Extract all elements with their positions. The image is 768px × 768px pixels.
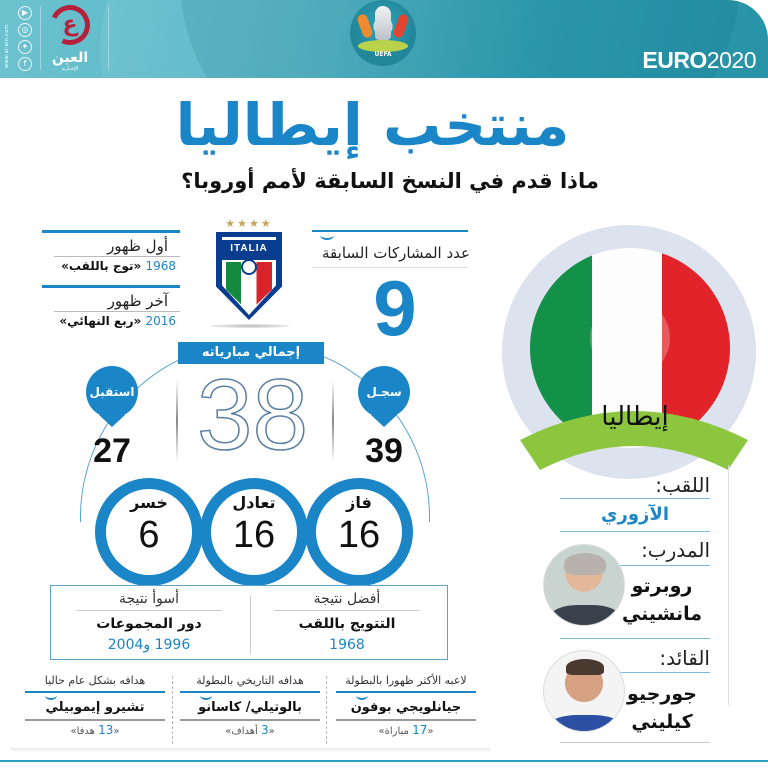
worst-result-value: دور المجموعات (96, 616, 202, 632)
won-ring (305, 478, 413, 586)
divider (332, 380, 334, 462)
goals-scored-count: 39 (365, 432, 403, 470)
divider (560, 498, 710, 499)
quote-close: » (70, 726, 77, 737)
quote-open: « (427, 726, 434, 737)
website-url: www.al-ain.com (4, 24, 10, 68)
uefa-label: UEFA (374, 51, 392, 58)
twitter-icon[interactable]: ✦ (18, 40, 32, 54)
stat-unit: مباراة (384, 726, 409, 737)
drawn-count: 16 (232, 514, 276, 556)
euro2020-wordmark (642, 47, 756, 74)
most-appearances-stat (336, 673, 476, 741)
historic-scorer-stat (180, 673, 320, 741)
goals-conceded-count: 27 (93, 432, 131, 470)
participations-count: 9 (373, 264, 417, 352)
stars-icon: ★★★★ (225, 217, 273, 230)
last-appearance-label: آخر ظهور (107, 292, 168, 310)
lost-label: خسر (130, 493, 168, 512)
stat-value: جيانلويجي بوفون (336, 697, 476, 721)
divider (176, 380, 178, 462)
best-result (262, 588, 432, 655)
quote-close: » (378, 726, 385, 737)
crest-emblem-icon (241, 259, 257, 275)
first-appearance-year: 1968 (145, 259, 176, 273)
social-links (18, 6, 34, 71)
stat-label: هدافه بشكل عام حاليا (44, 674, 146, 687)
drawn-ring (200, 478, 308, 586)
stat-unit: أهداف (231, 726, 258, 737)
section-rule (336, 691, 476, 693)
youtube-icon[interactable]: ▶ (18, 6, 32, 20)
section-rule (180, 691, 320, 693)
first-appearance-label: أول ظهور (107, 237, 168, 255)
divider (620, 672, 710, 673)
lost-count: 6 (138, 514, 160, 556)
divider (560, 638, 710, 639)
section-rule (312, 230, 468, 232)
pin-tip-icon (371, 415, 397, 427)
best-result-year: 1968 (329, 637, 365, 653)
divider (620, 565, 710, 566)
total-matches-label: إجمالي مبارياته (178, 342, 324, 364)
last-appearance-note: «ربع النهائي» (59, 314, 142, 328)
logo-figure-left (356, 13, 374, 39)
brand-subtitle: الإخبارية (61, 66, 79, 72)
quote-close: » (225, 726, 232, 737)
crest-shadow (210, 324, 290, 328)
divider (172, 676, 173, 744)
facebook-icon[interactable]: f (18, 57, 32, 71)
panel-rail (728, 465, 729, 705)
stat-unit: هدفا (76, 726, 95, 737)
divider (560, 531, 710, 532)
brand-mark: ع (62, 12, 78, 37)
page-title: منتخب إيطاليا (175, 91, 570, 159)
first-appearance-value (54, 256, 180, 275)
notch-icon (320, 230, 334, 240)
euro-year: 2020 (706, 47, 756, 73)
stat-number: 3 (261, 723, 269, 737)
stat-value: بالوتيلي/ كاسانو (180, 697, 320, 721)
section-rule (42, 285, 180, 288)
last-appearance-value (54, 311, 180, 330)
divider (560, 742, 710, 743)
first-appearance (42, 230, 180, 275)
euro-trophy-logo-icon (350, 0, 416, 66)
won-label: فاز (346, 493, 372, 512)
stat-detail (180, 721, 320, 741)
shadow (10, 748, 490, 752)
euro-text: EURO (642, 47, 707, 73)
stat-label: هدافه التاريخي بالبطولة (196, 674, 304, 687)
goals-scored-pin: سجـل (358, 366, 410, 418)
worst-result-years: 1996 و2004 (107, 637, 191, 653)
nickname-value: الآزوري (601, 504, 669, 525)
last-appearance (42, 285, 180, 330)
won-count: 16 (337, 514, 381, 556)
best-result-label: أفضل نتيجة (274, 588, 420, 611)
stat-number: 17 (412, 723, 428, 737)
worst-result-label: أسوأ نتيجة (76, 588, 222, 611)
quote-open: « (113, 726, 120, 737)
pin-tip-icon (99, 415, 125, 427)
country-name: إيطاليا (601, 402, 669, 432)
captain-last-name: كيليني (631, 711, 693, 733)
first-appearance-note: «توج باللقب» (61, 259, 142, 273)
stat-label: لاعبه الأكثر ظهورا بالبطولة (345, 674, 467, 687)
logo-figure-right (392, 13, 410, 39)
lost-ring (95, 478, 203, 586)
coach-label: المدرب: (641, 538, 710, 562)
worst-result (64, 588, 234, 655)
captain-first-name: جورجيو (627, 683, 697, 705)
total-matches-count: 38 (196, 359, 309, 471)
coach-first-name: روبرتو (631, 575, 693, 597)
header-divider (108, 6, 109, 70)
brand-name: العين (51, 50, 89, 66)
crest-name: ITALIA (222, 240, 276, 260)
best-result-value: التتويج باللقب (298, 616, 396, 632)
instagram-icon[interactable]: ◎ (18, 23, 32, 37)
captain-photo-avatar (543, 650, 625, 732)
participations-label: عدد المشاركات السابقة (322, 244, 470, 262)
footer-rule (0, 760, 768, 762)
coach-photo-avatar (543, 544, 625, 626)
last-appearance-year: 2016 (145, 314, 176, 328)
stat-value: تشيرو إيموبيلي (25, 697, 165, 721)
divider (250, 596, 251, 654)
stat-detail (25, 721, 165, 741)
quote-open: « (268, 726, 275, 737)
coach-last-name: مانشيني (621, 603, 703, 625)
nickname-label: اللقب: (655, 473, 710, 497)
section-rule (25, 691, 165, 693)
drawn-label: تعادل (232, 493, 276, 512)
captain-label: القائد: (659, 646, 710, 670)
section-rule (42, 230, 180, 233)
page-subtitle: ماذا قدم في النسخ السابقة لأمم أوروبا؟ (181, 169, 599, 193)
divider (326, 676, 327, 744)
trophy-icon (375, 6, 391, 40)
stat-number: 13 (98, 723, 114, 737)
goals-conceded-pin: استقبل (86, 366, 138, 418)
current-scorer-stat (25, 673, 165, 741)
stat-detail (336, 721, 476, 741)
